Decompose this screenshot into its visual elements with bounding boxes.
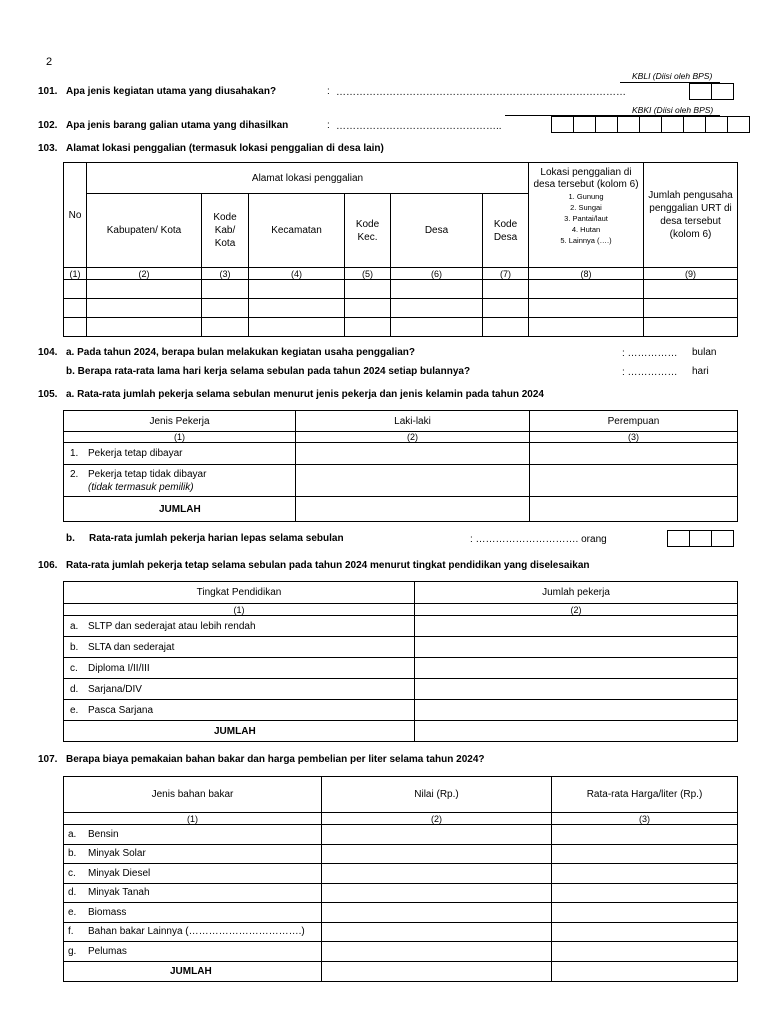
row-letter: c. bbox=[70, 662, 78, 674]
row-label: SLTA dan sederajat bbox=[88, 641, 175, 653]
row-letter: a. bbox=[68, 828, 77, 840]
lokasi-title: Lokasi penggalian di desa tersebut (kolom 6) bbox=[533, 167, 639, 190]
row-letter: e. bbox=[68, 906, 77, 918]
col-jenis-bahan-bakar-header: Jenis bahan bakar bbox=[64, 777, 322, 813]
row-letter: g. bbox=[68, 945, 77, 957]
row-label: Diploma I/II/III bbox=[88, 662, 150, 674]
row-label: Pekerja tetap dibayar bbox=[88, 448, 183, 459]
col-number: (1) bbox=[64, 813, 322, 825]
col-desa-header: Desa bbox=[391, 194, 483, 268]
col-jumlah-header: Jumlah pengusaha penggalian URT di desa tersebut (kolom 6) bbox=[644, 163, 738, 268]
lokasi-option-2: 2. Sungai bbox=[570, 203, 602, 212]
col-number: (2) bbox=[322, 813, 552, 825]
q101-colon: : bbox=[327, 86, 330, 97]
table-row bbox=[64, 616, 738, 637]
q105a-text: a. Rata-rata jumlah pekerja selama sebulan menurut jenis pekerja dan jenis kelamin pada tahun 2024 bbox=[66, 389, 544, 400]
total-label: JUMLAH bbox=[64, 961, 322, 981]
lokasi-option-5: 5. Lainnya (….) bbox=[560, 236, 612, 245]
row-label: Pasca Sarjana bbox=[88, 704, 154, 716]
col-kabupaten-header: Kabupaten/ Kota bbox=[87, 194, 202, 268]
kbki-caption: KBKI (Diisi oleh BPS) bbox=[632, 105, 714, 115]
col-no-header: No bbox=[64, 163, 87, 268]
col-laki-laki-header: Laki-laki bbox=[296, 411, 530, 432]
col-tingkat-pendidikan-header: Tingkat Pendidikan bbox=[64, 582, 415, 604]
col-number: (1) bbox=[64, 268, 87, 280]
table-row bbox=[64, 903, 738, 923]
col-kecamatan-header: Kecamatan bbox=[249, 194, 345, 268]
col-number: (8) bbox=[529, 268, 644, 280]
col-number: (3) bbox=[530, 432, 738, 443]
row-number: 1. bbox=[70, 448, 79, 459]
row-label: Pekerja tetap tidak dibayar bbox=[88, 468, 207, 480]
row-letter: d. bbox=[70, 683, 79, 695]
q105b-answer-field[interactable]: : …………………………. orang bbox=[470, 534, 607, 545]
col-number: (6) bbox=[391, 268, 483, 280]
q101-text: Apa jenis kegiatan utama yang diusahakan? bbox=[66, 86, 277, 97]
table-row bbox=[64, 883, 738, 903]
q104a-text: a. Pada tahun 2024, berapa bulan melakukan kegiatan usaha penggalian? bbox=[66, 347, 416, 358]
table-row bbox=[64, 280, 738, 299]
q107-text: Berapa biaya pemakaian bahan bakar dan harga pembelian per liter selama tahun 2024? bbox=[66, 754, 485, 765]
table-row bbox=[64, 825, 738, 845]
row-letter: d. bbox=[68, 887, 77, 899]
col-number: (7) bbox=[483, 268, 529, 280]
q101-number: 101. bbox=[38, 86, 58, 97]
row-letter: c. bbox=[68, 867, 76, 879]
table-row bbox=[64, 942, 738, 962]
table-row bbox=[64, 864, 738, 884]
col-address-group-header: Alamat lokasi penggalian bbox=[87, 163, 529, 194]
q102-colon: : bbox=[327, 120, 330, 131]
q104b-answer-field[interactable]: : …………… bbox=[622, 367, 678, 378]
table-row bbox=[64, 844, 738, 864]
col-number: (9) bbox=[644, 268, 738, 280]
col-kode-kab-header: Kode Kab/ Kota bbox=[202, 194, 249, 268]
row-label: Pelumas bbox=[88, 945, 127, 957]
table-row bbox=[64, 443, 738, 465]
table-row bbox=[64, 637, 738, 658]
q103-text: Alamat lokasi penggalian (termasuk lokasi penggalian di desa lain) bbox=[66, 143, 384, 154]
col-kode-desa-header: Kode Desa bbox=[483, 194, 529, 268]
kbli-caption: KBLI (Diisi oleh BPS) bbox=[632, 71, 713, 81]
total-label: JUMLAH bbox=[64, 721, 415, 742]
kbli-code-boxes[interactable] bbox=[690, 83, 734, 100]
page-number: 2 bbox=[46, 56, 53, 68]
row-label: Minyak Solar bbox=[88, 848, 146, 860]
table-row-total bbox=[64, 961, 738, 981]
workers-table bbox=[63, 410, 738, 522]
col-number: (2) bbox=[296, 432, 530, 443]
q103-number: 103. bbox=[38, 143, 58, 154]
kbki-code-boxes[interactable] bbox=[552, 116, 750, 133]
location-table bbox=[63, 162, 738, 337]
col-number: (3) bbox=[202, 268, 249, 280]
row-letter: a. bbox=[70, 620, 79, 632]
row-label: SLTP dan sederajat atau lebih rendah bbox=[88, 620, 256, 632]
row-letter: e. bbox=[70, 704, 79, 716]
col-number: (2) bbox=[87, 268, 202, 280]
table-row bbox=[64, 700, 738, 721]
col-nilai-header: Nilai (Rp.) bbox=[322, 777, 552, 813]
q105b-letter: b. bbox=[66, 533, 75, 544]
lokasi-option-4: 4. Hutan bbox=[571, 225, 601, 234]
fuel-table bbox=[63, 776, 738, 982]
row-label: Bensin bbox=[88, 828, 119, 840]
row-letter: b. bbox=[68, 848, 77, 860]
row-label: Bahan bakar Lainnya (…………………………….) bbox=[88, 926, 305, 938]
row-label: Sarjana/DIV bbox=[88, 683, 142, 695]
table-row bbox=[64, 465, 738, 497]
row-label: Biomass bbox=[88, 906, 127, 918]
table-row bbox=[64, 922, 738, 942]
col-number: (1) bbox=[64, 604, 415, 616]
q105b-code-boxes[interactable] bbox=[668, 530, 734, 547]
total-label: JUMLAH bbox=[64, 497, 296, 522]
row-label: Minyak Tanah bbox=[88, 887, 150, 899]
q102-answer-field[interactable]: ………………………………………….. bbox=[336, 121, 502, 132]
q106-text: Rata-rata jumlah pekerja tetap selama sebulan pada tahun 2024 menurut tingkat pendidikan yang diselesaikan bbox=[66, 560, 590, 571]
col-kode-kec-header: Kode Kec. bbox=[345, 194, 391, 268]
row-note: (tidak termasuk pemilik) bbox=[88, 481, 194, 493]
q105-number: 105. bbox=[38, 389, 58, 400]
col-perempuan-header: Perempuan bbox=[530, 411, 738, 432]
table-row bbox=[64, 679, 738, 700]
col-number: (4) bbox=[249, 268, 345, 280]
col-number: (3) bbox=[552, 813, 738, 825]
col-number: (5) bbox=[345, 268, 391, 280]
q107-number: 107. bbox=[38, 754, 58, 765]
col-number: (2) bbox=[415, 604, 738, 616]
col-harga-liter-header: Rata-rata Harga/liter (Rp.) bbox=[552, 777, 738, 813]
q104a-answer-field[interactable]: : …………… bbox=[622, 348, 678, 359]
q105b-text: Rata-rata jumlah pekerja harian lepas selama sebulan bbox=[89, 533, 344, 544]
col-number: (1) bbox=[64, 432, 296, 443]
q104-number: 104. bbox=[38, 347, 58, 358]
table-row bbox=[64, 658, 738, 679]
q104a-unit: bulan bbox=[692, 347, 717, 358]
lokasi-option-3: 3. Pantai/laut bbox=[564, 214, 608, 223]
table-row-total bbox=[64, 721, 738, 742]
q101-answer-field[interactable]: …………………………………………………………………………… bbox=[336, 87, 626, 98]
q106-number: 106. bbox=[38, 560, 58, 571]
q102-text: Apa jenis barang galian utama yang dihasilkan bbox=[66, 120, 289, 131]
table-row bbox=[64, 299, 738, 318]
row-label: Minyak Diesel bbox=[88, 867, 151, 879]
col-lokasi-header bbox=[529, 163, 644, 268]
col-jenis-pekerja-header: Jenis Pekerja bbox=[64, 411, 296, 432]
education-table bbox=[63, 581, 738, 742]
q104b-text: b. Berapa rata-rata lama hari kerja selama sebulan pada tahun 2024 setiap bulannya? bbox=[66, 366, 471, 377]
row-letter: b. bbox=[70, 641, 79, 653]
row-letter: f. bbox=[68, 926, 74, 938]
q104b-unit: hari bbox=[692, 366, 709, 377]
table-row-total bbox=[64, 497, 738, 522]
table-row bbox=[64, 318, 738, 337]
q102-number: 102. bbox=[38, 120, 58, 131]
lokasi-option-1: 1. Gunung bbox=[568, 192, 604, 201]
row-number: 2. bbox=[70, 468, 79, 480]
col-jumlah-pekerja-header: Jumlah pekerja bbox=[415, 582, 738, 604]
